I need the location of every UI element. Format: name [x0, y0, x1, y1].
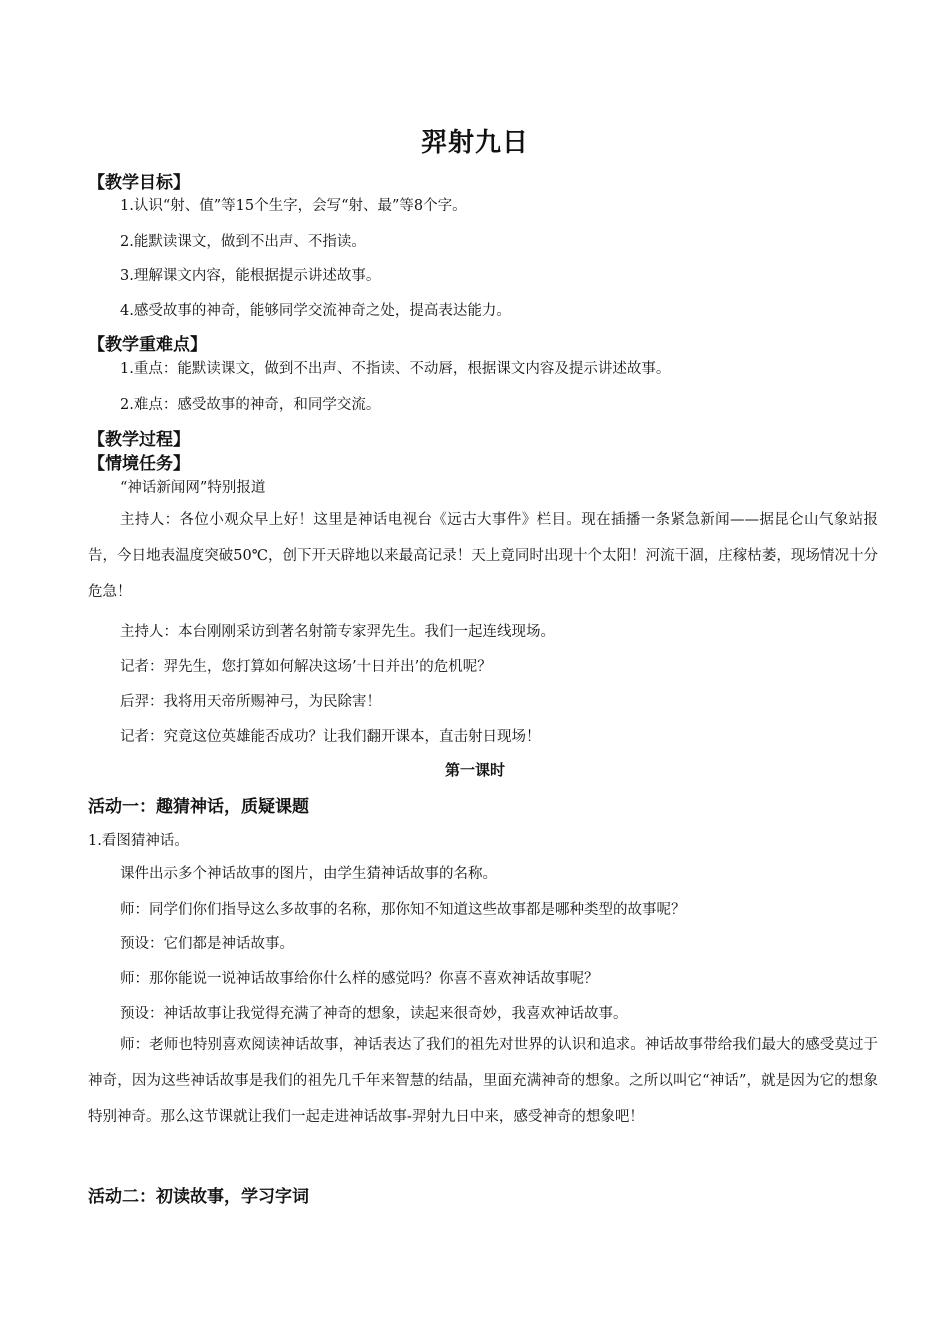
activity-paragraph: 师：老师也特别喜欢阅读神话故事，神话表达了我们的祖先对世界的认识和追求。神话故事带给我们最大的感受莫过于神奇，因为这些神话故事是我们的祖先几千年来智慧的结晶，里面充满神奇的想象。之所以叫它“神话”，就是因为它的想象特别神奇。那么这节课就让我们一起走进神话故事-羿射九日中来，感受神奇的想象吧！	[88, 1037, 878, 1125]
heading-process: 【教学过程】	[88, 430, 190, 450]
activity-line: 师：那你能说一说神话故事给你什么样的感觉吗？你喜不喜欢神话故事呢？	[120, 971, 599, 987]
lesson-title: 第一课时	[444, 761, 505, 779]
key-point-item: 2.难点：感受故事的神奇，和同学交流。	[120, 397, 381, 413]
goal-item: 4.感受故事的神奇，能够同学交流神奇之处，提高表达能力。	[120, 303, 511, 319]
activity-line: 预设：神话故事让我觉得充满了神奇的想象，读起来很奇妙，我喜欢神话故事。	[120, 1006, 628, 1022]
key-point-item: 1.重点：能默读课文，做到不出声、不指读、不动唇，根据课文内容及提示讲述故事。	[120, 361, 671, 377]
scenario-subtitle: “神话新闻网”特别报道	[120, 480, 266, 496]
heading-key-points: 【教学重难点】	[88, 335, 207, 355]
document-title: 羿射九日	[420, 128, 529, 158]
heading-scenario: 【情境任务】	[88, 454, 190, 474]
goal-item: 2.能默读课文，做到不出声、不指读。	[120, 234, 366, 250]
activity-step: 1.看图猜神话。	[88, 833, 189, 849]
scenario-paragraph: 主持人：各位小观众早上好！这里是神话电视台《远古大事件》栏目。现在插播一条紧急新闻——据昆仑山气象站报告，今日地表温度突破50℃，创下开天辟地以来最高记录！天上竟同时出现十个太阳！河流干涸，庄稼枯萎，现场情况十分危急！	[88, 512, 878, 600]
activity-line: 师：同学们你们指导这么多故事的名称，那你知不知道这些故事都是哪种类型的故事呢？	[120, 902, 686, 918]
heading-teaching-goals: 【教学目标】	[88, 173, 190, 193]
dialogue-line: 记者：究竟这位英雄能否成功？让我们翻开课本，直击射日现场！	[120, 729, 541, 745]
dialogue-line: 主持人：本台刚刚采访到著名射箭专家羿先生。我们一起连线现场。	[120, 624, 555, 640]
dialogue-line: 后羿：我将用天帝所赐神弓，为民除害！	[120, 694, 381, 710]
dialogue-line: 记者：羿先生，您打算如何解决这场’十日并出’的危机呢？	[120, 659, 492, 675]
heading-activity-one: 活动一：趣猜神话，质疑课题	[88, 797, 309, 817]
goal-item: 3.理解课文内容，能根据提示讲述故事。	[120, 268, 381, 284]
goal-item: 1.认识“射、值”等15个生字，会写“射、最”等8个字。	[120, 198, 467, 214]
activity-line: 预设：它们都是神话故事。	[120, 936, 294, 952]
heading-activity-two: 活动二：初读故事，学习字词	[88, 1187, 309, 1207]
activity-line: 课件出示多个神话故事的图片，由学生猜神话故事的名称。	[120, 866, 497, 882]
